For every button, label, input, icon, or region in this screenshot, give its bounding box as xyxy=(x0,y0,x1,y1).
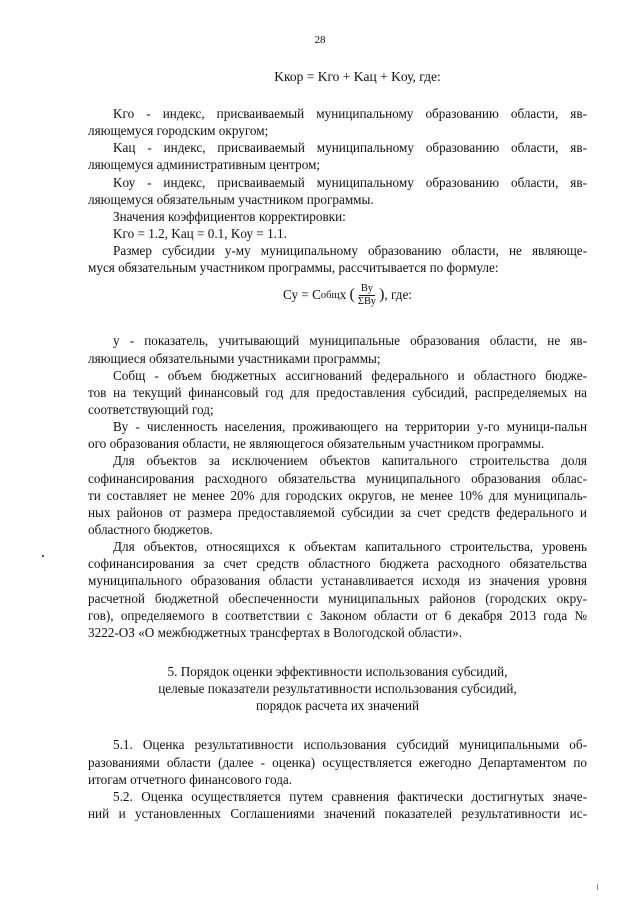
text-line: Kоу - индекс, присваиваемый муниципальному образованию области, яв- xyxy=(113,174,587,190)
text-line: ных районов от размера предоставляемой субсидии за счет средств федерального и xyxy=(88,504,587,520)
document-body xyxy=(88,68,587,822)
text-line: ого образования области, не являющегося обязательным участником программы. xyxy=(88,436,545,452)
text-line: ти составляет не менее 20% для городских округов, не менее 10% для муниципаль- xyxy=(88,487,587,503)
text-line: разованиями области (далее - оценка) осуществляется ежегодно Департаментом по xyxy=(88,754,587,770)
text-line: Kац - индекс, присваиваемый муниципальному образованию области, яв- xyxy=(113,140,587,156)
text-line: ляющиеся обязательными участниками программы; xyxy=(88,350,381,366)
paragraph-5-2 xyxy=(88,788,587,822)
formula-lhs: Су = xyxy=(283,287,309,303)
formula-denominator: ΣВу xyxy=(357,295,377,307)
scan-speck xyxy=(597,884,598,890)
text-line: областного бюджетов. xyxy=(88,521,213,537)
coefficients-title: Значения коэффициентов корректировки: xyxy=(113,208,346,224)
heading-line: 5. Порядок оценки эффективности использования субсидий, xyxy=(167,663,508,679)
formula-c: С xyxy=(312,287,321,303)
scan-speck xyxy=(42,555,44,557)
definition-sobsch xyxy=(88,367,587,418)
formula-fraction xyxy=(356,283,378,308)
text-line: Ву - численность населения, проживающего на территории у-го муници-пальн xyxy=(113,419,587,435)
text-line: ляющемуся городским округом; xyxy=(88,123,269,139)
text-line: софинансирования расходного обязательства муниципального образования облас- xyxy=(88,470,587,486)
page-number: 28 xyxy=(314,34,326,46)
formula-open-paren: ( xyxy=(349,286,355,304)
text-line: муся обязательным участником программы, рассчитывается по формуле: xyxy=(88,260,499,276)
text-line: Kго - индекс, присваиваемый муниципальному образованию области, яв- xyxy=(113,106,587,121)
text-line: 5.1. Оценка результативности использования субсидий муниципальными об- xyxy=(113,737,587,753)
definition-kou xyxy=(88,174,587,208)
text-line: расчетной бюджетной обеспеченности муниципальных районов (городских окру- xyxy=(88,590,587,606)
formula-close-paren: ) xyxy=(379,286,385,304)
text-line: Собщ - объем бюджетных ассигнований федерального и областного бюдже- xyxy=(113,367,587,383)
text-line: Для объектов, относящихся к объектам капитального строительства, уровень xyxy=(113,539,587,555)
definition-kgo xyxy=(88,105,587,139)
subsidy-size-paragraph xyxy=(88,242,587,276)
definition-y xyxy=(88,332,587,366)
text-line: итогам отчетного финансового года. xyxy=(88,771,293,787)
text-line: 3222-ОЗ «О межбюджетных трансфертах в Вологодской области». xyxy=(88,624,463,640)
text-line: ляющемуся административным центром; xyxy=(88,157,321,173)
heading-line: целевые показатели результативности использования субсидий, xyxy=(158,681,517,697)
text-line: софинансирования за счет средств областного бюджета расходного обязательства xyxy=(88,556,587,572)
formula-numerator: Ву xyxy=(360,282,373,294)
formula-suffix: , где: xyxy=(384,287,412,303)
text-line: у - показатель, учитывающий муниципальные образования области, не яв- xyxy=(113,333,587,349)
text-line: Размер субсидии у-му муниципальному образованию области, не являюще- xyxy=(113,243,587,259)
formula-c-sub: общ xyxy=(320,289,340,301)
text-line: ляющемуся обязательным участником программы. xyxy=(88,191,374,207)
text-line: 5.2. Оценка осуществляется путем сравнения фактически достигнутых значе- xyxy=(113,788,587,804)
correction-formula: Kкор = Kго + Kац + Kоу, где: xyxy=(274,69,441,84)
coefficients-values: Kго = 1.2, Kац = 0.1, Kоу = 1.1. xyxy=(113,225,287,241)
text-line: ний и установленных Соглашениями значений показателей результативности ис- xyxy=(88,805,587,821)
text-line: Для объектов за исключением объектов капитального строительства доля xyxy=(113,453,587,469)
text-line: гов), определяемого в соответствии с Законом области от 6 декабря 2013 года № xyxy=(88,607,587,623)
definition-vy xyxy=(88,418,587,452)
heading-line: порядок расчета их значений xyxy=(255,698,420,714)
text-line: соответствующий год; xyxy=(88,401,214,417)
definition-kac xyxy=(88,139,587,173)
subsidy-formula xyxy=(88,276,587,314)
section-heading xyxy=(88,663,587,714)
formula-times: x xyxy=(339,287,347,303)
paragraph-5-1 xyxy=(88,736,587,787)
text-line: тов на текущий финансовый год для предоставления субсидий, распределяемых на xyxy=(88,384,587,400)
cofinancing-paragraph xyxy=(88,452,587,538)
text-line: муниципального образования области устанавливается исходя из значения уровня xyxy=(88,573,587,589)
capital-construction-paragraph xyxy=(88,538,587,641)
